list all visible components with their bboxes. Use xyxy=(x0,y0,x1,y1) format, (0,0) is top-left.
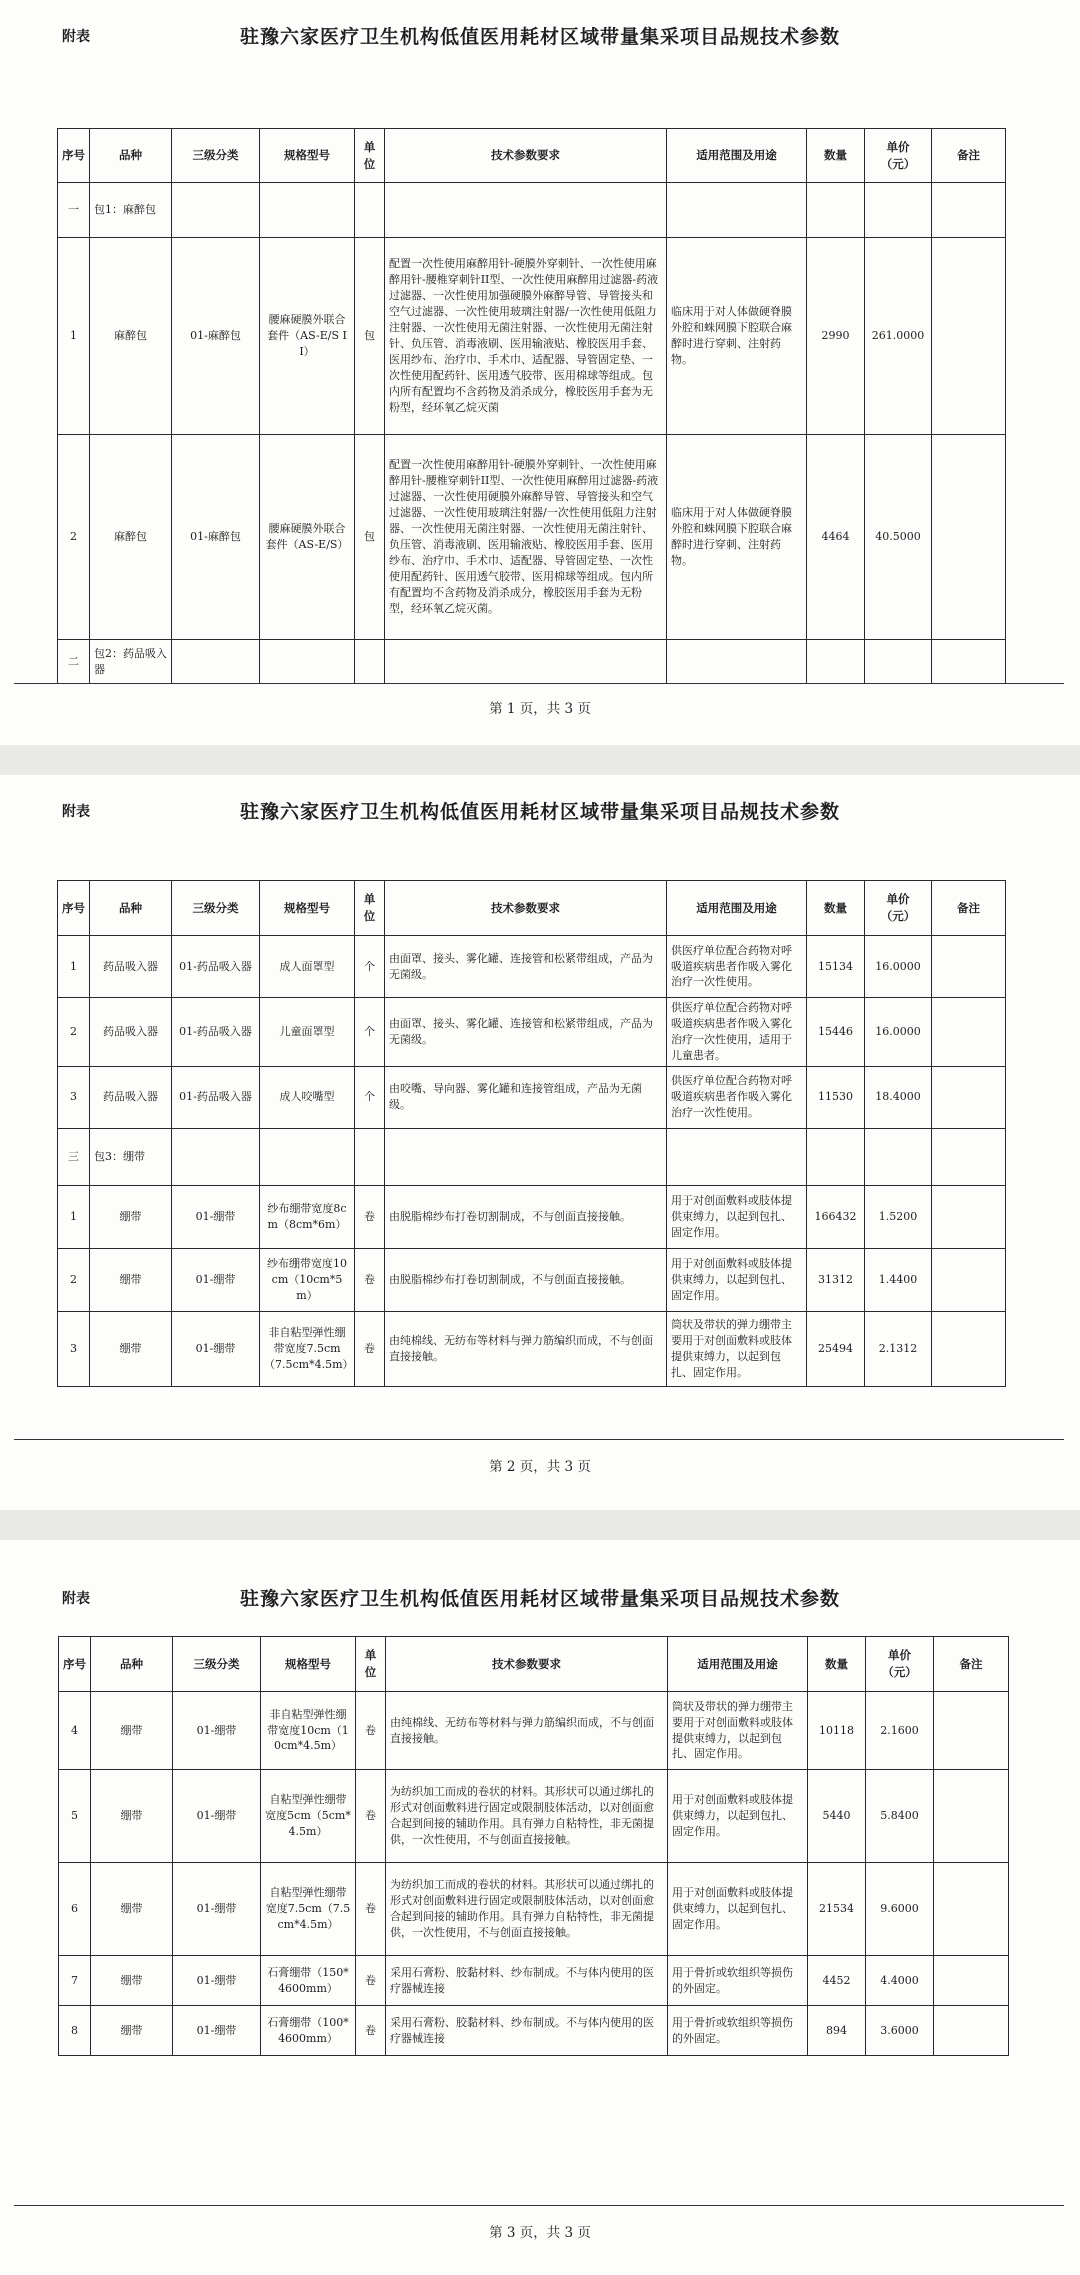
header-cell: 技术参数要求 xyxy=(385,881,667,936)
cell-category: 01-麻醉包 xyxy=(172,435,260,640)
cell-category: 01-药品吸入器 xyxy=(172,998,260,1067)
spec-table xyxy=(57,128,1006,684)
cell-no: 2 xyxy=(58,435,90,640)
section-name: 包3：绷带 xyxy=(90,1128,172,1185)
cell-quantity: 4452 xyxy=(808,1956,866,2006)
cell-usage: 用于对创面敷料或肢体提供束缚力，以起到包扎、固定作用。 xyxy=(668,1770,808,1863)
cell-remark xyxy=(934,1692,1009,1770)
cell-unit: 卷 xyxy=(356,1692,386,1770)
cell-unit: 卷 xyxy=(356,1956,386,2006)
header-cell: 品种 xyxy=(91,1637,173,1692)
cell-variety: 绷带 xyxy=(91,1770,173,1863)
cell-category: 01-绷带 xyxy=(172,1311,260,1386)
table-row xyxy=(59,1956,1009,2006)
cell-variety: 麻醉包 xyxy=(90,435,172,640)
header-cell: 适用范围及用途 xyxy=(668,1637,808,1692)
cell-no: 2 xyxy=(58,998,90,1067)
cell-category: 01-绷带 xyxy=(173,2006,261,2056)
cell-spec: 儿童面罩型 xyxy=(260,998,355,1067)
cell-usage: 用于对创面敷料或肢体提供束缚力，以起到包扎、固定作用。 xyxy=(667,1248,807,1311)
cell-no: 6 xyxy=(59,1863,91,1956)
cell-variety: 绷带 xyxy=(91,1863,173,1956)
cell-remark xyxy=(932,1248,1006,1311)
cell-usage: 用于对创面敷料或肢体提供束缚力，以起到包扎、固定作用。 xyxy=(668,1863,808,1956)
header-cell: 三级分类 xyxy=(172,881,260,936)
cell-usage: 临床用于对人体做硬脊膜外腔和蛛网膜下腔联合麻醉时进行穿刺、注射药物。 xyxy=(667,238,807,435)
cell-quantity: 10118 xyxy=(808,1692,866,1770)
header-cell: 规格型号 xyxy=(260,881,355,936)
cell-spec: 成人咬嘴型 xyxy=(260,1066,355,1128)
table-row xyxy=(58,238,1006,435)
cell-tech-params: 由面罩、接头、雾化罐、连接管和松紧带组成，产品为无菌级。 xyxy=(385,936,667,998)
cell-tech-params: 采用石膏粉、胶黏材料、纱布制成。不与体内使用的医疗器械连接 xyxy=(386,1956,668,2006)
cell-category: 01-麻醉包 xyxy=(172,238,260,435)
header-cell: 备注 xyxy=(932,881,1006,936)
cell-category: 01-绷带 xyxy=(173,1692,261,1770)
header-cell: 规格型号 xyxy=(260,129,355,183)
cell-price: 3.6000 xyxy=(866,2006,934,2056)
cell-spec: 纱布绷带宽度8cm（8cm*6m） xyxy=(260,1185,355,1248)
footer-rule xyxy=(14,683,1064,684)
cell-unit: 个 xyxy=(355,998,385,1067)
cell-remark xyxy=(932,1185,1006,1248)
table-row xyxy=(58,998,1006,1067)
table-row xyxy=(58,936,1006,998)
table-row xyxy=(58,435,1006,640)
cell-variety: 药品吸入器 xyxy=(90,936,172,998)
cell-price: 2.1600 xyxy=(866,1692,934,1770)
page-footer: 第 3 页，共 3 页 xyxy=(489,2225,591,2241)
header-cell: 序号 xyxy=(58,881,90,936)
cell-remark xyxy=(934,2006,1009,2056)
cell-quantity: 5440 xyxy=(808,1770,866,1863)
header-cell: 单位 xyxy=(356,1637,386,1692)
header-cell: 规格型号 xyxy=(261,1637,356,1692)
cell-variety: 麻醉包 xyxy=(90,238,172,435)
cell-no: 3 xyxy=(58,1066,90,1128)
cell-price: 2.1312 xyxy=(865,1311,932,1386)
cell-remark xyxy=(932,1066,1006,1128)
cell-tech-params: 采用石膏粉、胶黏材料、纱布制成。不与体内使用的医疗器械连接 xyxy=(386,2006,668,2056)
table-header-row xyxy=(58,881,1006,936)
cell-spec: 成人面罩型 xyxy=(260,936,355,998)
header-cell: 数量 xyxy=(807,881,865,936)
section-name: 包1：麻醉包 xyxy=(90,183,172,238)
header-cell: 品种 xyxy=(90,129,172,183)
cell-quantity: 894 xyxy=(808,2006,866,2056)
cell-unit: 个 xyxy=(355,1066,385,1128)
section-row xyxy=(58,183,1006,238)
header-cell: 数量 xyxy=(808,1637,866,1692)
cell-quantity: 25494 xyxy=(807,1311,865,1386)
cell-variety: 绷带 xyxy=(90,1311,172,1386)
cell-category: 01-绷带 xyxy=(172,1185,260,1248)
cell-usage: 筒状及带状的弹力绷带主要用于对创面敷料或肢体提供束缚力，以起到包扎、固定作用。 xyxy=(667,1311,807,1386)
cell-no: 8 xyxy=(59,2006,91,2056)
cell-tech-params: 由纯棉线、无纺布等材料与弹力筋编织而成，不与创面直接接触。 xyxy=(385,1311,667,1386)
cell-category: 01-绷带 xyxy=(173,1863,261,1956)
section-number: 一 xyxy=(58,183,90,238)
cell-category: 01-药品吸入器 xyxy=(172,1066,260,1128)
cell-spec: 非自粘型弹性绷带宽度7.5cm（7.5cm*4.5m） xyxy=(260,1311,355,1386)
cell-usage: 临床用于对人体做硬脊膜外腔和蛛网膜下腔联合麻醉时进行穿刺、注射药物。 xyxy=(667,435,807,640)
table-row xyxy=(59,1692,1009,1770)
cell-spec: 非自粘型弹性绷带宽度10cm（10cm*4.5m） xyxy=(261,1692,356,1770)
cell-usage: 用于骨折或软组织等损伤的外固定。 xyxy=(668,2006,808,2056)
cell-no: 1 xyxy=(58,936,90,998)
cell-usage: 用于对创面敷料或肢体提供束缚力，以起到包扎、固定作用。 xyxy=(667,1185,807,1248)
header-cell: 单价 （元） xyxy=(865,129,932,183)
section-name: 包2：药品吸入器 xyxy=(90,640,172,684)
cell-tech-params: 由脱脂棉纱布打卷切割制成，不与创面直接接触。 xyxy=(385,1185,667,1248)
cell-unit: 卷 xyxy=(355,1248,385,1311)
cell-spec: 石膏绷带（100*4600mm） xyxy=(261,2006,356,2056)
table-row xyxy=(58,1066,1006,1128)
appendix-label: 附表 xyxy=(62,804,90,820)
cell-spec: 自粘型弹性绷带宽度5cm（5cm*4.5m） xyxy=(261,1770,356,1863)
cell-remark xyxy=(932,435,1006,640)
cell-usage: 供医疗单位配合药物对呼吸道疾病患者作吸入雾化治疗一次性使用，适用于儿童患者。 xyxy=(667,998,807,1067)
cell-tech-params: 为纺织加工而成的卷状的材料。其形状可以通过绑扎的形式对创面敷料进行固定或限制肢体活动，以对创面愈合起到间接的辅助作用。具有弹力自粘特性，非无菌提供，一次性使用，不与创面直接接触。 xyxy=(386,1770,668,1863)
table-row xyxy=(59,1770,1009,1863)
cell-price: 5.8400 xyxy=(866,1770,934,1863)
header-cell: 备注 xyxy=(932,129,1006,183)
section-row xyxy=(58,1128,1006,1185)
cell-unit: 个 xyxy=(355,936,385,998)
cell-usage: 筒状及带状的弹力绷带主要用于对创面敷料或肢体提供束缚力，以起到包扎、固定作用。 xyxy=(668,1692,808,1770)
cell-price: 4.4000 xyxy=(866,1956,934,2006)
header-cell: 序号 xyxy=(59,1637,91,1692)
cell-category: 01-绷带 xyxy=(173,1956,261,2006)
table-row xyxy=(58,1248,1006,1311)
page-footer: 第 1 页，共 3 页 xyxy=(489,701,591,717)
cell-price: 1.5200 xyxy=(865,1185,932,1248)
cell-remark xyxy=(932,936,1006,998)
cell-variety: 绷带 xyxy=(91,2006,173,2056)
cell-no: 2 xyxy=(58,1248,90,1311)
cell-usage: 用于骨折或软组织等损伤的外固定。 xyxy=(668,1956,808,2006)
section-row xyxy=(58,640,1006,684)
page-title: 驻豫六家医疗卫生机构低值医用耗材区域带量集采项目品规技术参数 xyxy=(239,26,840,48)
header-cell: 数量 xyxy=(807,129,865,183)
header-cell: 技术参数要求 xyxy=(385,129,667,183)
cell-quantity: 4464 xyxy=(807,435,865,640)
cell-spec: 石膏绷带（150*4600mm） xyxy=(261,1956,356,2006)
header-cell: 单价 （元） xyxy=(866,1637,934,1692)
cell-unit: 包 xyxy=(355,238,385,435)
cell-tech-params: 由咬嘴、导向器、雾化罐和连接管组成，产品为无菌级。 xyxy=(385,1066,667,1128)
header-cell: 序号 xyxy=(58,129,90,183)
cell-quantity: 166432 xyxy=(807,1185,865,1248)
document-page-1 xyxy=(0,0,1080,745)
cell-tech-params: 由脱脂棉纱布打卷切割制成，不与创面直接接触。 xyxy=(385,1248,667,1311)
cell-tech-params: 配置一次性使用麻醉用针-硬膜外穿刺针、一次性使用麻醉用针-腰椎穿刺针II型、一次性使用麻醉用过滤器-药液过滤器、一次性使用硬膜外麻醉导管、导管接头和空气过滤器、一次性使用玻璃注射器/一次性使用低阻力注射器、一次性使用无菌注射器、一次性使用无菌注射针、负压管、消毒液刷、医用输液贴、橡胶医用手套、医用纱布、治疗巾、手术巾、适配器、导管固定垫、一次性使用配药针、医用透气胶带、医用棉球等组成。包内所有配置均不含药物及消杀成分，橡胶医用手套为无粉型，经环氧乙烷灭菌。 xyxy=(385,435,667,640)
cell-remark xyxy=(932,998,1006,1067)
cell-remark xyxy=(932,1311,1006,1386)
table-header-row xyxy=(58,129,1006,183)
cell-unit: 卷 xyxy=(356,2006,386,2056)
cell-unit: 卷 xyxy=(356,1770,386,1863)
cell-usage: 供医疗单位配合药物对呼吸道疾病患者作吸入雾化治疗一次性使用。 xyxy=(667,1066,807,1128)
cell-category: 01-药品吸入器 xyxy=(172,936,260,998)
cell-tech-params: 配置一次性使用麻醉用针-硬膜外穿刺针、一次性使用麻醉用针-腰椎穿刺针II型、一次性使用麻醉用过滤器-药液过滤器、一次性使用加强硬膜外麻醉导管、导管接头和空气过滤器、一次性使用玻璃注射器/一次性使用低阻力注射器、一次性使用无菌注射器、一次性使用无菌注射针、负压管、消毒液刷、医用输液贴、橡胶医用手套、医用纱布、治疗巾、手术巾、适配器、导管固定垫、一次性使用配药针、医用透气胶带、医用棉球等组成。包内所有配置均不含药物及消杀成分，橡胶医用手套为无粉型，经环氧乙烷灭菌 xyxy=(385,238,667,435)
cell-no: 4 xyxy=(59,1692,91,1770)
cell-spec: 自粘型弹性绷带宽度7.5cm（7.5cm*4.5m） xyxy=(261,1863,356,1956)
appendix-label: 附表 xyxy=(62,29,90,45)
cell-no: 1 xyxy=(58,238,90,435)
cell-quantity: 21534 xyxy=(808,1863,866,1956)
header-cell: 技术参数要求 xyxy=(386,1637,668,1692)
cell-category: 01-绷带 xyxy=(173,1770,261,1863)
spec-table xyxy=(57,880,1006,1387)
header-cell: 备注 xyxy=(934,1637,1009,1692)
cell-variety: 绷带 xyxy=(91,1692,173,1770)
header-cell: 单价 （元） xyxy=(865,881,932,936)
cell-variety: 药品吸入器 xyxy=(90,998,172,1067)
cell-price: 40.5000 xyxy=(865,435,932,640)
table-row xyxy=(58,1311,1006,1386)
cell-remark xyxy=(934,1863,1009,1956)
cell-unit: 卷 xyxy=(355,1185,385,1248)
cell-remark xyxy=(934,1956,1009,2006)
cell-quantity: 11530 xyxy=(807,1066,865,1128)
header-cell: 品种 xyxy=(90,881,172,936)
cell-no: 5 xyxy=(59,1770,91,1863)
cell-usage: 供医疗单位配合药物对呼吸道疾病患者作吸入雾化治疗一次性使用。 xyxy=(667,936,807,998)
cell-category: 01-绷带 xyxy=(172,1248,260,1311)
cell-no: 3 xyxy=(58,1311,90,1386)
cell-price: 1.4400 xyxy=(865,1248,932,1311)
document-page-2 xyxy=(0,775,1080,1510)
cell-remark xyxy=(934,1770,1009,1863)
cell-remark xyxy=(932,238,1006,435)
header-cell: 单位 xyxy=(355,129,385,183)
footer-rule xyxy=(14,1439,1064,1440)
cell-quantity: 2990 xyxy=(807,238,865,435)
header-cell: 三级分类 xyxy=(173,1637,261,1692)
table-row xyxy=(59,1863,1009,1956)
cell-unit: 包 xyxy=(355,435,385,640)
cell-tech-params: 为纺织加工而成的卷状的材料。其形状可以通过绑扎的形式对创面敷料进行固定或限制肢体活动，以对创面愈合起到间接的辅助作用。具有弹力自粘特性，非无菌提供，一次性使用，不与创面直接接触。 xyxy=(386,1863,668,1956)
header-cell: 适用范围及用途 xyxy=(667,881,807,936)
cell-no: 7 xyxy=(59,1956,91,2006)
cell-spec: 腰麻硬膜外联合套件（AS-E/S II） xyxy=(260,238,355,435)
cell-unit: 卷 xyxy=(356,1863,386,1956)
page-title: 驻豫六家医疗卫生机构低值医用耗材区域带量集采项目品规技术参数 xyxy=(239,801,840,823)
cell-quantity: 31312 xyxy=(807,1248,865,1311)
table-row xyxy=(58,1185,1006,1248)
appendix-label: 附表 xyxy=(62,1591,90,1607)
cell-price: 16.0000 xyxy=(865,936,932,998)
cell-variety: 绷带 xyxy=(91,1956,173,2006)
cell-tech-params: 由面罩、接头、雾化罐、连接管和松紧带组成，产品为无菌级。 xyxy=(385,998,667,1067)
cell-unit: 卷 xyxy=(355,1311,385,1386)
cell-variety: 绷带 xyxy=(90,1248,172,1311)
header-cell: 单位 xyxy=(355,881,385,936)
cell-price: 261.0000 xyxy=(865,238,932,435)
cell-variety: 药品吸入器 xyxy=(90,1066,172,1128)
header-cell: 三级分类 xyxy=(172,129,260,183)
cell-spec: 纱布绷带宽度10cm（10cm*5m） xyxy=(260,1248,355,1311)
cell-quantity: 15446 xyxy=(807,998,865,1067)
cell-no: 1 xyxy=(58,1185,90,1248)
table-header-row xyxy=(59,1637,1009,1692)
cell-quantity: 15134 xyxy=(807,936,865,998)
page-footer: 第 2 页，共 3 页 xyxy=(489,1459,591,1475)
cell-price: 16.0000 xyxy=(865,998,932,1067)
footer-rule xyxy=(14,2205,1064,2206)
cell-spec: 腰麻硬膜外联合套件（AS-E/S） xyxy=(260,435,355,640)
table-row xyxy=(59,2006,1009,2056)
header-cell: 适用范围及用途 xyxy=(667,129,807,183)
document-page-3 xyxy=(0,1540,1080,2275)
section-number: 二 xyxy=(58,640,90,684)
cell-tech-params: 由纯棉线、无纺布等材料与弹力筋编织而成，不与创面直接接触。 xyxy=(386,1692,668,1770)
cell-price: 18.4000 xyxy=(865,1066,932,1128)
cell-price: 9.6000 xyxy=(866,1863,934,1956)
spec-table xyxy=(58,1636,1009,2056)
cell-variety: 绷带 xyxy=(90,1185,172,1248)
page-title: 驻豫六家医疗卫生机构低值医用耗材区域带量集采项目品规技术参数 xyxy=(239,1588,840,1610)
section-number: 三 xyxy=(58,1128,90,1185)
